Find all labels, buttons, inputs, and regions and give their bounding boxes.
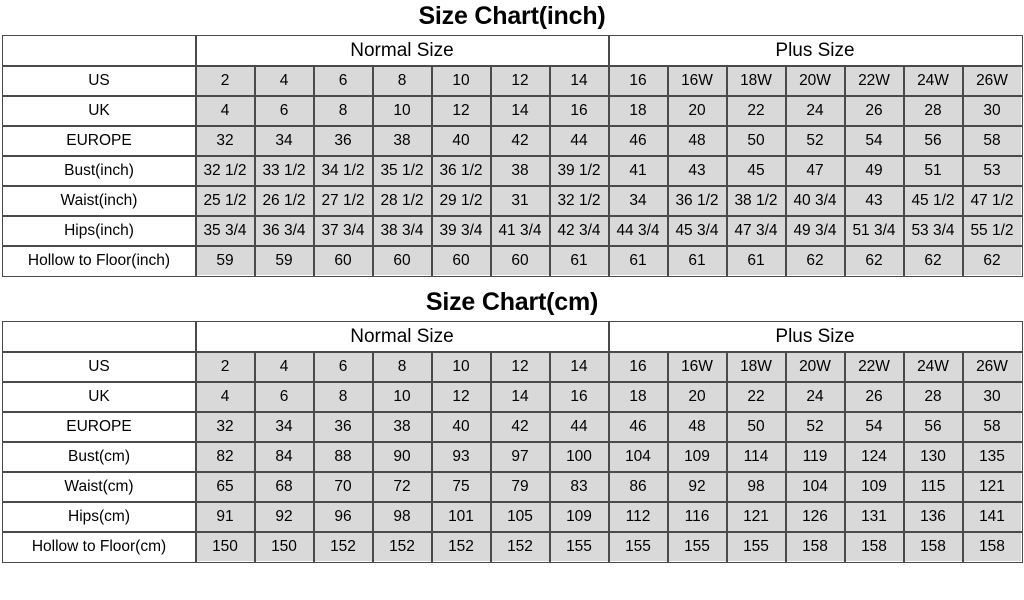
- size-table: [2, 35, 1022, 276]
- table-cell: 158: [904, 532, 963, 562]
- table-cell: 126: [786, 502, 845, 532]
- table-cell: 90: [373, 442, 432, 472]
- table-cell: 91: [196, 502, 255, 532]
- table-cell: 6: [255, 96, 314, 126]
- table-cell: 131: [845, 502, 904, 532]
- row-label: UK: [3, 96, 196, 126]
- table-cell: 116: [668, 502, 727, 532]
- table-cell: 14: [550, 66, 609, 96]
- row-label: UK: [3, 382, 196, 412]
- row-label: Waist(inch): [3, 186, 196, 216]
- table-cell: 20W: [786, 352, 845, 382]
- table-cell: 55 1/2: [963, 216, 1022, 246]
- table-cell: 115: [904, 472, 963, 502]
- table-cell: 109: [845, 472, 904, 502]
- table-cell: 119: [786, 442, 845, 472]
- table-row: [3, 156, 1022, 186]
- table-cell: 43: [668, 156, 727, 186]
- table-cell: 12: [491, 66, 550, 96]
- table-cell: 158: [963, 532, 1022, 562]
- row-label: Hips(inch): [3, 216, 196, 246]
- table-cell: 109: [550, 502, 609, 532]
- table-cell: 36: [314, 126, 373, 156]
- chart-title: Size Chart(inch): [418, 2, 606, 30]
- table-cell: 22W: [845, 66, 904, 96]
- table-row: [3, 412, 1022, 442]
- table-cell: 48: [668, 126, 727, 156]
- table-cell: 96: [314, 502, 373, 532]
- table-cell: 16W: [668, 352, 727, 382]
- group-header-cell: Normal Size: [196, 36, 609, 66]
- table-cell: 58: [963, 412, 1022, 442]
- table-cell: 8: [314, 382, 373, 412]
- table-cell: 28: [904, 96, 963, 126]
- table-cell: 14: [491, 382, 550, 412]
- chart-spacer: [0, 276, 1024, 286]
- table-cell: 62: [904, 246, 963, 276]
- table-cell: 26: [845, 382, 904, 412]
- table-cell: 28 1/2: [373, 186, 432, 216]
- table-cell: 54: [845, 126, 904, 156]
- group-header-cell: Plus Size: [609, 322, 1022, 352]
- table-cell: 82: [196, 442, 255, 472]
- table-cell: 43: [845, 186, 904, 216]
- table-cell: 98: [373, 502, 432, 532]
- table-cell: 39 3/4: [432, 216, 491, 246]
- table-cell: 35 1/2: [373, 156, 432, 186]
- table-cell: 42: [491, 412, 550, 442]
- table-cell: 52: [786, 126, 845, 156]
- table-cell: 45 3/4: [668, 216, 727, 246]
- table-cell: 58: [963, 126, 1022, 156]
- table-row: [3, 472, 1022, 502]
- table-cell: 14: [550, 352, 609, 382]
- table-cell: 62: [786, 246, 845, 276]
- table-cell: 61: [668, 246, 727, 276]
- table-cell: 32: [196, 126, 255, 156]
- table-cell: 53: [963, 156, 1022, 186]
- table-cell: 44: [550, 126, 609, 156]
- table-cell: 41: [609, 156, 668, 186]
- table-cell: 10: [432, 352, 491, 382]
- table-cell: 8: [314, 96, 373, 126]
- table-cell: 152: [373, 532, 432, 562]
- table-cell: 47 1/2: [963, 186, 1022, 216]
- table-cell: 12: [491, 352, 550, 382]
- table-cell: 152: [314, 532, 373, 562]
- table-cell: 46: [609, 412, 668, 442]
- table-cell: 10: [373, 382, 432, 412]
- table-cell: 30: [963, 382, 1022, 412]
- row-label: Hollow to Floor(inch): [3, 246, 196, 276]
- table-cell: 50: [727, 126, 786, 156]
- table-cell: 36 1/2: [668, 186, 727, 216]
- table-cell: 16: [550, 382, 609, 412]
- table-cell: 40: [432, 412, 491, 442]
- table-cell: 16W: [668, 66, 727, 96]
- table-cell: 34: [255, 126, 314, 156]
- table-cell: 152: [432, 532, 491, 562]
- table-cell: 38: [491, 156, 550, 186]
- table-cell: 88: [314, 442, 373, 472]
- table-cell: 36 3/4: [255, 216, 314, 246]
- row-label: Hips(cm): [3, 502, 196, 532]
- table-cell: 2: [196, 352, 255, 382]
- table-cell: 121: [963, 472, 1022, 502]
- table-cell: 33 1/2: [255, 156, 314, 186]
- table-cell: 22: [727, 96, 786, 126]
- table-cell: 93: [432, 442, 491, 472]
- table-cell: 16: [550, 96, 609, 126]
- row-label: US: [3, 66, 196, 96]
- table-cell: 4: [255, 352, 314, 382]
- table-cell: 84: [255, 442, 314, 472]
- table-row: [3, 96, 1022, 126]
- table-cell: 31: [491, 186, 550, 216]
- table-cell: 22W: [845, 352, 904, 382]
- table-cell: 36 1/2: [432, 156, 491, 186]
- table-cell: 124: [845, 442, 904, 472]
- table-cell: 109: [668, 442, 727, 472]
- table-cell: 26 1/2: [255, 186, 314, 216]
- table-cell: 18W: [727, 352, 786, 382]
- table-cell: 104: [609, 442, 668, 472]
- table-cell: 32 1/2: [196, 156, 255, 186]
- table-corner-cell: [3, 36, 196, 66]
- table-cell: 42 3/4: [550, 216, 609, 246]
- table-cell: 61: [609, 246, 668, 276]
- table-cell: 53 3/4: [904, 216, 963, 246]
- table-cell: 42: [491, 126, 550, 156]
- table-row: [3, 442, 1022, 472]
- table-cell: 38 1/2: [727, 186, 786, 216]
- table-cell: 4: [196, 382, 255, 412]
- table-cell: 158: [845, 532, 904, 562]
- table-cell: 14: [491, 96, 550, 126]
- table-cell: 68: [255, 472, 314, 502]
- table-cell: 72: [373, 472, 432, 502]
- table-cell: 61: [727, 246, 786, 276]
- table-cell: 98: [727, 472, 786, 502]
- table-cell: 12: [432, 96, 491, 126]
- table-cell: 105: [491, 502, 550, 532]
- row-label: EUROPE: [3, 412, 196, 442]
- table-row: [3, 382, 1022, 412]
- table-cell: 18W: [727, 66, 786, 96]
- table-cell: 24W: [904, 352, 963, 382]
- table-cell: 12: [432, 382, 491, 412]
- table-cell: 2: [196, 66, 255, 96]
- table-cell: 51 3/4: [845, 216, 904, 246]
- table-cell: 54: [845, 412, 904, 442]
- table-cell: 155: [550, 532, 609, 562]
- table-cell: 34 1/2: [314, 156, 373, 186]
- table-cell: 62: [963, 246, 1022, 276]
- table-cell: 60: [314, 246, 373, 276]
- table-cell: 20W: [786, 66, 845, 96]
- table-cell: 100: [550, 442, 609, 472]
- table-cell: 44: [550, 412, 609, 442]
- table-cell: 104: [786, 472, 845, 502]
- table-cell: 48: [668, 412, 727, 442]
- table-cell: 150: [196, 532, 255, 562]
- table-cell: 45: [727, 156, 786, 186]
- table-cell: 60: [491, 246, 550, 276]
- table-cell: 35 3/4: [196, 216, 255, 246]
- group-header-cell: Plus Size: [609, 36, 1022, 66]
- size-chart-block: [0, 286, 1024, 562]
- table-cell: 79: [491, 472, 550, 502]
- table-cell: 18: [609, 382, 668, 412]
- table-cell: 52: [786, 412, 845, 442]
- table-cell: 49: [845, 156, 904, 186]
- table-cell: 62: [845, 246, 904, 276]
- table-cell: 22: [727, 382, 786, 412]
- table-cell: 47 3/4: [727, 216, 786, 246]
- table-cell: 8: [373, 66, 432, 96]
- table-row: [3, 186, 1022, 216]
- table-cell: 152: [491, 532, 550, 562]
- table-cell: 59: [196, 246, 255, 276]
- table-cell: 75: [432, 472, 491, 502]
- row-label: Waist(cm): [3, 472, 196, 502]
- table-cell: 40: [432, 126, 491, 156]
- table-cell: 155: [668, 532, 727, 562]
- table-cell: 51: [904, 156, 963, 186]
- table-cell: 50: [727, 412, 786, 442]
- table-cell: 44 3/4: [609, 216, 668, 246]
- table-cell: 150: [255, 532, 314, 562]
- table-cell: 155: [609, 532, 668, 562]
- size-chart-block: [0, 0, 1024, 276]
- chart-title: Size Chart(cm): [425, 288, 599, 316]
- table-cell: 18: [609, 96, 668, 126]
- table-cell: 114: [727, 442, 786, 472]
- table-cell: 45 1/2: [904, 186, 963, 216]
- table-cell: 16: [609, 352, 668, 382]
- table-cell: 112: [609, 502, 668, 532]
- table-cell: 26W: [963, 352, 1022, 382]
- table-cell: 59: [255, 246, 314, 276]
- table-cell: 25 1/2: [196, 186, 255, 216]
- table-cell: 40 3/4: [786, 186, 845, 216]
- table-cell: 32 1/2: [550, 186, 609, 216]
- row-label: Hollow to Floor(cm): [3, 532, 196, 562]
- table-cell: 38: [373, 126, 432, 156]
- table-row: [3, 246, 1022, 276]
- table-cell: 37 3/4: [314, 216, 373, 246]
- table-cell: 30: [963, 96, 1022, 126]
- table-cell: 56: [904, 126, 963, 156]
- table-cell: 38: [373, 412, 432, 442]
- table-cell: 47: [786, 156, 845, 186]
- table-header-row: [3, 322, 1022, 352]
- table-cell: 8: [373, 352, 432, 382]
- table-cell: 24: [786, 96, 845, 126]
- table-cell: 24W: [904, 66, 963, 96]
- table-cell: 141: [963, 502, 1022, 532]
- row-label: Bust(cm): [3, 442, 196, 472]
- row-label: Bust(inch): [3, 156, 196, 186]
- table-cell: 65: [196, 472, 255, 502]
- table-cell: 6: [255, 382, 314, 412]
- table-cell: 4: [196, 96, 255, 126]
- table-corner-cell: [3, 322, 196, 352]
- table-cell: 24: [786, 382, 845, 412]
- table-cell: 10: [373, 96, 432, 126]
- table-cell: 60: [432, 246, 491, 276]
- table-cell: 6: [314, 352, 373, 382]
- table-cell: 36: [314, 412, 373, 442]
- table-row: [3, 216, 1022, 246]
- table-cell: 28: [904, 382, 963, 412]
- table-header-row: [3, 36, 1022, 66]
- table-cell: 27 1/2: [314, 186, 373, 216]
- table-cell: 155: [727, 532, 786, 562]
- table-cell: 92: [668, 472, 727, 502]
- table-cell: 60: [373, 246, 432, 276]
- table-cell: 46: [609, 126, 668, 156]
- table-cell: 20: [668, 96, 727, 126]
- table-cell: 83: [550, 472, 609, 502]
- table-cell: 38 3/4: [373, 216, 432, 246]
- table-cell: 136: [904, 502, 963, 532]
- table-cell: 70: [314, 472, 373, 502]
- table-cell: 39 1/2: [550, 156, 609, 186]
- table-cell: 86: [609, 472, 668, 502]
- table-row: [3, 352, 1022, 382]
- table-cell: 61: [550, 246, 609, 276]
- table-row: [3, 66, 1022, 96]
- group-header-cell: Normal Size: [196, 322, 609, 352]
- table-cell: 26: [845, 96, 904, 126]
- row-label: EUROPE: [3, 126, 196, 156]
- table-cell: 34: [255, 412, 314, 442]
- table-cell: 16: [609, 66, 668, 96]
- table-row: [3, 126, 1022, 156]
- table-cell: 26W: [963, 66, 1022, 96]
- table-cell: 41 3/4: [491, 216, 550, 246]
- table-cell: 97: [491, 442, 550, 472]
- table-cell: 130: [904, 442, 963, 472]
- row-label: US: [3, 352, 196, 382]
- table-cell: 20: [668, 382, 727, 412]
- table-cell: 135: [963, 442, 1022, 472]
- table-cell: 4: [255, 66, 314, 96]
- table-row: [3, 532, 1022, 562]
- table-cell: 56: [904, 412, 963, 442]
- table-cell: 32: [196, 412, 255, 442]
- table-cell: 34: [609, 186, 668, 216]
- table-cell: 6: [314, 66, 373, 96]
- table-cell: 101: [432, 502, 491, 532]
- table-cell: 49 3/4: [786, 216, 845, 246]
- table-cell: 10: [432, 66, 491, 96]
- size-table: [2, 321, 1022, 562]
- table-cell: 92: [255, 502, 314, 532]
- table-cell: 29 1/2: [432, 186, 491, 216]
- table-row: [3, 502, 1022, 532]
- table-cell: 158: [786, 532, 845, 562]
- table-cell: 121: [727, 502, 786, 532]
